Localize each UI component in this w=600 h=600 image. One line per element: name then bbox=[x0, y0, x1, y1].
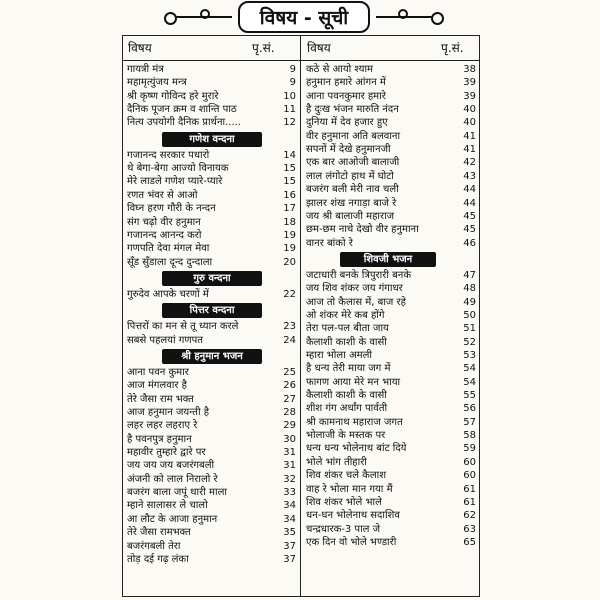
right-column-header bbox=[301, 37, 480, 59]
index-entry bbox=[127, 433, 296, 446]
entry-page: 57 bbox=[463, 416, 476, 428]
entry-title: अंजनी को लाल निरालो रे bbox=[127, 473, 218, 485]
entry-title: बजरंग बाला जपूं थारी माला bbox=[127, 487, 227, 499]
index-entry bbox=[127, 149, 296, 162]
entry-title: ओ शंकर मेरे कब होंगे bbox=[306, 309, 385, 321]
entry-title: नित्य उपयोगी दैनिक प्रार्थना..... bbox=[127, 117, 241, 129]
entry-page: 44 bbox=[463, 197, 476, 209]
entry-title: गुरुदेव आपके चरणों में bbox=[127, 288, 209, 300]
index-entry bbox=[127, 63, 296, 76]
index-entry bbox=[306, 197, 476, 210]
entry-title: गजानन्द सरकार पधारो bbox=[127, 149, 210, 161]
entry-page: 48 bbox=[463, 283, 476, 295]
entry-page: 24 bbox=[283, 334, 296, 346]
entry-title: तेरे जैसा राम भक्त bbox=[127, 393, 194, 405]
entry-title: संग चढ़ो वीर हनुमान bbox=[127, 216, 201, 228]
entry-page: 63 bbox=[463, 523, 476, 535]
index-entry bbox=[127, 229, 296, 242]
entry-title: आज तो कैलास में, बाज रहे bbox=[306, 296, 406, 308]
index-entry bbox=[127, 459, 296, 472]
index-entry bbox=[306, 496, 476, 509]
index-entry bbox=[306, 536, 476, 549]
entry-page: 11 bbox=[283, 104, 296, 116]
entry-title: कैलाशी काशी के वासी bbox=[306, 336, 387, 348]
section-heading: शिवजी भजन bbox=[340, 252, 436, 267]
entry-page: 29 bbox=[283, 420, 296, 432]
page-header: पृ.सं. bbox=[441, 41, 464, 55]
index-entry bbox=[127, 473, 296, 486]
entry-title: एक बार आओजी बालाजी bbox=[306, 157, 400, 169]
entry-title: आज हनुमान जयन्ती है bbox=[127, 407, 210, 418]
section-heading: श्री हनुमान भजन bbox=[162, 349, 262, 364]
index-entry bbox=[306, 156, 476, 169]
entry-title: दुनिया में देव हजार हुए bbox=[306, 117, 388, 129]
entry-title: आज मंगलवार है bbox=[127, 380, 187, 392]
index-entry bbox=[306, 296, 476, 309]
entry-page: 26 bbox=[283, 380, 296, 392]
entry-page: 51 bbox=[463, 323, 476, 335]
index-entry bbox=[127, 419, 296, 432]
entry-page: 45 bbox=[463, 210, 476, 222]
index-entry bbox=[127, 406, 296, 419]
entry-title: आना पवनकुमार हमारे bbox=[306, 90, 386, 102]
entry-title: रणत भंवर से आओ bbox=[127, 189, 198, 201]
entry-page: 10 bbox=[283, 90, 296, 102]
index-entry bbox=[127, 90, 296, 103]
entry-title: बजरंगबली तेरा bbox=[127, 540, 181, 552]
index-entry bbox=[127, 103, 296, 116]
index-entry bbox=[127, 76, 296, 89]
entry-title: तेरे जैसा रामभक्त bbox=[127, 527, 191, 539]
entry-page: 39 bbox=[463, 77, 476, 89]
index-entry bbox=[306, 416, 476, 429]
index-entry bbox=[306, 237, 476, 250]
entry-page: 45 bbox=[463, 224, 476, 236]
index-entry bbox=[306, 170, 476, 183]
index-entry bbox=[306, 389, 476, 402]
entry-page: 65 bbox=[463, 536, 476, 548]
index-entry bbox=[127, 189, 296, 202]
entry-page: 19 bbox=[283, 229, 296, 241]
entry-title: भोले भांग तीहारी bbox=[306, 456, 367, 468]
entry-title: शिव शंकर चले कैलाश bbox=[306, 470, 387, 482]
header bbox=[0, 0, 600, 36]
index-entry bbox=[306, 336, 476, 349]
entry-title: आना पवन कुमार bbox=[127, 366, 189, 378]
subject-header: विषय bbox=[128, 41, 152, 55]
subject-header: विषय bbox=[307, 41, 331, 55]
index-entry bbox=[306, 309, 476, 322]
index-entry bbox=[127, 216, 296, 229]
right-flourish bbox=[376, 16, 432, 18]
entry-page: 15 bbox=[283, 176, 296, 188]
index-entry bbox=[127, 553, 296, 566]
entry-page: 35 bbox=[283, 527, 296, 539]
index-entry bbox=[127, 513, 296, 526]
entry-page: 41 bbox=[463, 144, 476, 156]
entry-page: 20 bbox=[283, 256, 296, 268]
entry-title: दैनिक पूजन क्रम व शान्ति पाठ bbox=[127, 104, 237, 116]
entry-title: हनुमान हमारे आंगन में bbox=[306, 77, 386, 89]
section-heading: गणेश वन्दना bbox=[162, 132, 262, 147]
entry-title: सबसे पहलयां गणपत bbox=[127, 334, 203, 346]
entry-page: 49 bbox=[463, 296, 476, 308]
entry-title: तोड़ दई गढ़ लंका bbox=[127, 553, 189, 565]
index-entry bbox=[306, 63, 476, 76]
index-entry bbox=[127, 526, 296, 539]
header-rule bbox=[122, 60, 480, 61]
entry-title: भोलाजी के मस्तक पर bbox=[306, 430, 386, 442]
entry-page: 46 bbox=[463, 237, 476, 249]
entry-page: 39 bbox=[463, 90, 476, 102]
entry-page: 9 bbox=[289, 64, 296, 75]
page-header: पृ.सं. bbox=[252, 41, 275, 55]
index-entry bbox=[127, 393, 296, 406]
entry-title: फागण आया मेरे मन भाया bbox=[306, 376, 401, 388]
entry-title: सपनों में देखे हनुमानजी bbox=[306, 144, 391, 156]
index-entry bbox=[306, 76, 476, 89]
entry-page: 42 bbox=[463, 157, 476, 169]
index-entry bbox=[306, 376, 476, 389]
entry-title: पित्तरों का मन से तू ध्यान करले bbox=[127, 321, 239, 333]
entry-page: 31 bbox=[283, 447, 296, 459]
entry-page: 58 bbox=[463, 430, 476, 442]
entry-title: मेरे लाडले गणेश प्यारे-प्यारे bbox=[127, 176, 223, 188]
index-entry bbox=[306, 362, 476, 375]
section-heading: पित्तर वन्दना bbox=[162, 303, 262, 318]
entry-page: 61 bbox=[463, 483, 476, 495]
index-entry bbox=[306, 442, 476, 455]
index-entry bbox=[306, 269, 476, 282]
entry-page: 37 bbox=[283, 540, 296, 552]
index-entry bbox=[306, 322, 476, 335]
entry-title: जय शिव शंकर जय गंगाधर bbox=[306, 283, 403, 295]
entry-page: 40 bbox=[463, 117, 476, 129]
entry-title: महावीर तुम्हारे द्वारे पर bbox=[127, 447, 206, 459]
index-entry bbox=[306, 130, 476, 143]
index-entry bbox=[127, 256, 296, 269]
entry-page: 16 bbox=[283, 189, 296, 201]
entry-title: थे बेगा-बेगा आज्यो विनायक bbox=[127, 163, 229, 175]
entry-page: 62 bbox=[463, 510, 476, 522]
index-entry bbox=[127, 379, 296, 392]
index-entry bbox=[306, 143, 476, 156]
entry-title: कैलाशी काशी के वासी bbox=[306, 390, 387, 402]
index-entry bbox=[127, 202, 296, 215]
entry-title: श्री कृष्ण गोविन्द हरे मुरारे bbox=[127, 90, 219, 102]
entry-page: 52 bbox=[463, 336, 476, 348]
index-entry bbox=[127, 162, 296, 175]
entry-page: 32 bbox=[283, 473, 296, 485]
entry-page: 43 bbox=[463, 170, 476, 182]
entry-title: गणपति देवा मंगल मेवा bbox=[127, 243, 210, 255]
index-entry bbox=[306, 210, 476, 223]
entry-title: चन्द्रधारक-3 पाल जे bbox=[306, 523, 381, 535]
index-entry bbox=[306, 402, 476, 415]
index-entry bbox=[306, 282, 476, 295]
index-entry bbox=[306, 509, 476, 522]
entry-title: गायत्री मंत्र bbox=[127, 64, 164, 75]
index-entry bbox=[127, 288, 296, 301]
entry-page: 33 bbox=[283, 487, 296, 499]
entry-title: गजानन्द आनन्द करो bbox=[127, 229, 202, 241]
index-entry bbox=[306, 469, 476, 482]
entry-page: 15 bbox=[283, 163, 296, 175]
index-entry bbox=[127, 540, 296, 553]
entry-page: 53 bbox=[463, 350, 476, 361]
entry-title: जटाधारी बनके त्रिपुरारी बनके bbox=[306, 269, 412, 281]
entry-title: वानर बांको रे bbox=[306, 237, 353, 249]
entry-page: 18 bbox=[283, 216, 296, 228]
entry-title: जय श्री बालाजी महाराज bbox=[306, 210, 395, 222]
entry-title: आ लौट के आजा हनुमान bbox=[127, 513, 218, 525]
entry-title: है पवनपुत्र हनुमान bbox=[127, 433, 192, 445]
entry-page: 34 bbox=[283, 513, 296, 525]
index-entry bbox=[306, 456, 476, 469]
index-entry bbox=[306, 349, 476, 362]
entry-page: 54 bbox=[463, 363, 476, 375]
entry-title: धन्य धन्य भोलेनाथ बांट दिये bbox=[306, 443, 407, 455]
entry-title: शिव शंकर भोले भाले bbox=[306, 496, 382, 508]
index-entry bbox=[306, 223, 476, 236]
entry-title: सूँड सुँडाला दून्द दुन्दाला bbox=[127, 256, 213, 268]
entry-title: म्हारा भोला अमली bbox=[306, 350, 372, 361]
entry-page: 38 bbox=[463, 64, 476, 75]
entry-page: 41 bbox=[463, 130, 476, 142]
index-entry bbox=[127, 499, 296, 512]
entry-page: 47 bbox=[463, 269, 476, 281]
entry-page: 19 bbox=[283, 243, 296, 255]
entry-page: 37 bbox=[283, 553, 296, 565]
index-entry bbox=[306, 116, 476, 129]
entry-page: 14 bbox=[283, 149, 296, 161]
entry-title: म्हाने सालासर ले चालो bbox=[127, 500, 208, 512]
entry-page: 44 bbox=[463, 184, 476, 196]
entry-title: है धन्य तेरी माया जग में bbox=[306, 363, 391, 375]
entry-page: 9 bbox=[289, 77, 296, 89]
left-flourish bbox=[176, 16, 232, 18]
entry-page: 54 bbox=[463, 376, 476, 388]
entry-title: लाल लंगोटो हाथ में घोटो bbox=[306, 170, 394, 182]
entry-page: 28 bbox=[283, 407, 296, 418]
section-heading: गुरु वन्दना bbox=[162, 271, 262, 286]
entry-title: वीर हनुमाना अति बलवाना bbox=[306, 130, 401, 142]
index-entry bbox=[127, 116, 296, 129]
index-entry bbox=[127, 242, 296, 255]
entry-title: लहर लहर लहराए रे bbox=[127, 420, 198, 432]
entry-page: 60 bbox=[463, 470, 476, 482]
index-entry bbox=[127, 486, 296, 499]
entry-page: 34 bbox=[283, 500, 296, 512]
page-title: विषय - सूची bbox=[238, 1, 370, 33]
entry-page: 27 bbox=[283, 393, 296, 405]
entry-page: 59 bbox=[463, 443, 476, 455]
index-entry bbox=[127, 366, 296, 379]
column-divider bbox=[300, 35, 301, 597]
entry-page: 55 bbox=[463, 390, 476, 402]
entry-page: 31 bbox=[283, 460, 296, 472]
entry-page: 56 bbox=[463, 403, 476, 415]
index-entry bbox=[306, 183, 476, 196]
entry-title: कठे से आयो श्याम bbox=[306, 64, 374, 75]
entry-title: बजरंग बली मेरी नाव चली bbox=[306, 184, 399, 196]
entry-title: श्री कामनाथ महाराज जगत bbox=[306, 416, 403, 428]
entry-page: 60 bbox=[463, 456, 476, 468]
entry-page: 23 bbox=[283, 321, 296, 333]
entry-page: 22 bbox=[283, 288, 296, 300]
entry-page: 30 bbox=[283, 433, 296, 445]
entry-title: शीश गंग अर्धांग पार्वती bbox=[306, 403, 388, 415]
index-entry bbox=[306, 103, 476, 116]
entry-title: वाह रे भोला मान गया मैं bbox=[306, 483, 393, 495]
index-entry bbox=[127, 446, 296, 459]
entry-title: जय जय जय बजरंगबली bbox=[127, 460, 215, 472]
entry-page: 25 bbox=[283, 366, 296, 378]
index-entry bbox=[306, 483, 476, 496]
entry-title: धन-धन भोलेनाथ सदाशिव bbox=[306, 510, 400, 522]
entry-page: 12 bbox=[283, 117, 296, 129]
index-entry bbox=[127, 175, 296, 188]
entry-page: 50 bbox=[463, 309, 476, 321]
entry-title: एक दिन वो भोले भण्डारी bbox=[306, 536, 397, 548]
entry-page: 61 bbox=[463, 496, 476, 508]
entry-title: तेरा पल-पल बीता जाय bbox=[306, 323, 389, 335]
index-entry bbox=[306, 429, 476, 442]
index-entry bbox=[306, 523, 476, 536]
entry-page: 17 bbox=[283, 203, 296, 215]
entry-title: महामृत्युंजय मन्त्र bbox=[127, 77, 187, 89]
left-column-header bbox=[122, 37, 300, 59]
entry-title: विघ्न हरण गौरी के नन्दन bbox=[127, 203, 216, 215]
index-entry bbox=[306, 90, 476, 103]
index-entry bbox=[127, 320, 296, 333]
entry-title: छम-छम नाचे देखो वीर हनुमाना bbox=[306, 224, 419, 236]
index-entry bbox=[127, 334, 296, 347]
entry-title: है दुःख भंजन मारुति नंदन bbox=[306, 104, 399, 116]
entry-page: 40 bbox=[463, 104, 476, 116]
entry-title: झालर शंख नगाड़ा बाजे रे bbox=[306, 197, 397, 209]
